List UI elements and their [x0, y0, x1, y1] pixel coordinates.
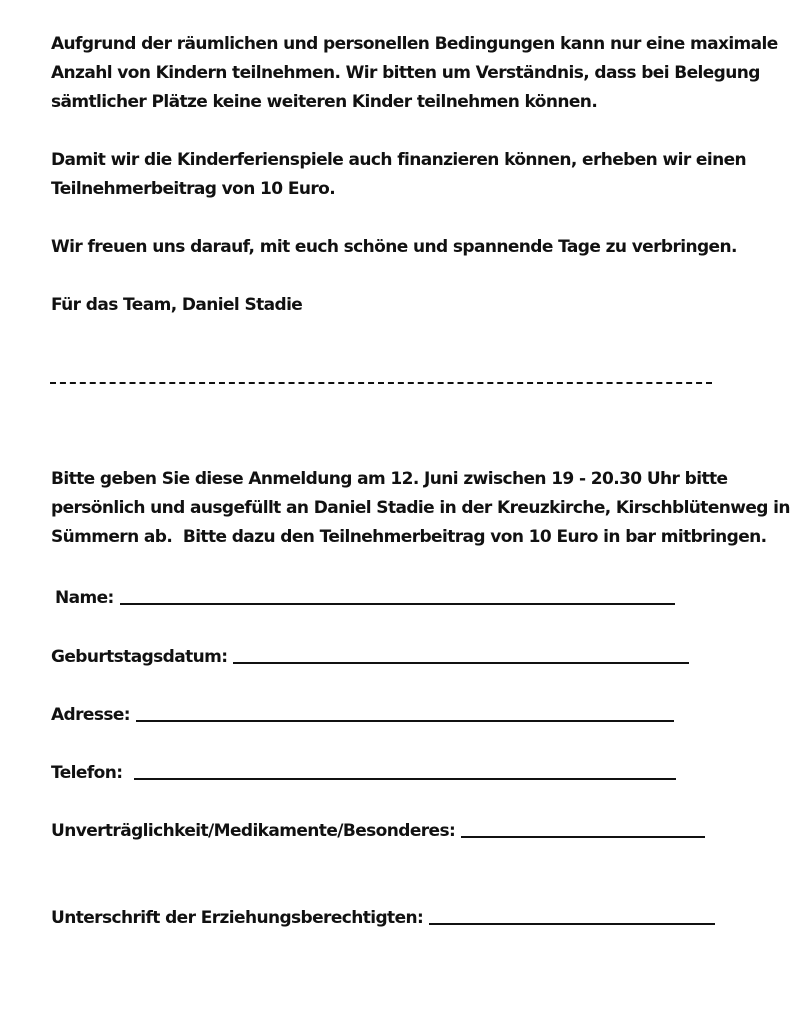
phone-blank[interactable] [134, 778, 676, 780]
closing-text: Wir freuen uns darauf, mit euch schöne und spannende Tage zu verbringen. [51, 237, 737, 257]
intro-line-2: Anzahl von Kindern teilnehmen. Wir bitten um Verständnis, dass bei Belegung [51, 63, 760, 83]
medical-field[interactable] [51, 817, 705, 841]
phone-label: Telefon: [51, 763, 123, 783]
address-blank[interactable] [136, 720, 674, 722]
registration-line-3: Sümmern ab. Bitte dazu den Teilnehmerbeitrag von 10 Euro in bar mitbringen. [51, 527, 767, 547]
name-label: Name: [55, 588, 114, 608]
name-field[interactable] [55, 584, 675, 608]
name-blank[interactable] [120, 603, 675, 605]
birthdate-field[interactable] [51, 643, 689, 667]
medical-label: Unverträglichkeit/Medikamente/Besonderes: [51, 821, 456, 841]
fee-line-1: Damit wir die Kinderferienspiele auch finanzieren können, erheben wir einen [51, 150, 747, 170]
address-field[interactable] [51, 701, 674, 725]
registration-line-2: persönlich und ausgefüllt an Daniel Stadie in der Kreuzkirche, Kirschblütenweg in [51, 498, 790, 518]
birthdate-blank[interactable] [233, 662, 689, 664]
guardian-signature-blank[interactable] [429, 923, 715, 925]
intro-line-1: Aufgrund der räumlichen und personellen Bedingungen kann nur eine maximale [51, 34, 778, 54]
fee-line-2: Teilnehmerbeitrag von 10 Euro. [51, 179, 336, 199]
cut-line-divider [50, 382, 712, 384]
team-signature: Für das Team, Daniel Stadie [51, 295, 303, 315]
guardian-signature-field[interactable] [51, 904, 715, 928]
registration-line-1: Bitte geben Sie diese Anmeldung am 12. Juni zwischen 19 - 20.30 Uhr bitte [51, 469, 728, 489]
address-label: Adresse: [51, 705, 131, 725]
guardian-signature-label: Unterschrift der Erziehungsberechtigten: [51, 908, 424, 928]
medical-blank[interactable] [461, 836, 705, 838]
birthdate-label: Geburtstagsdatum: [51, 647, 228, 667]
intro-line-3: sämtlicher Plätze keine weiteren Kinder teilnehmen können. [51, 92, 598, 112]
phone-field[interactable] [51, 759, 676, 783]
